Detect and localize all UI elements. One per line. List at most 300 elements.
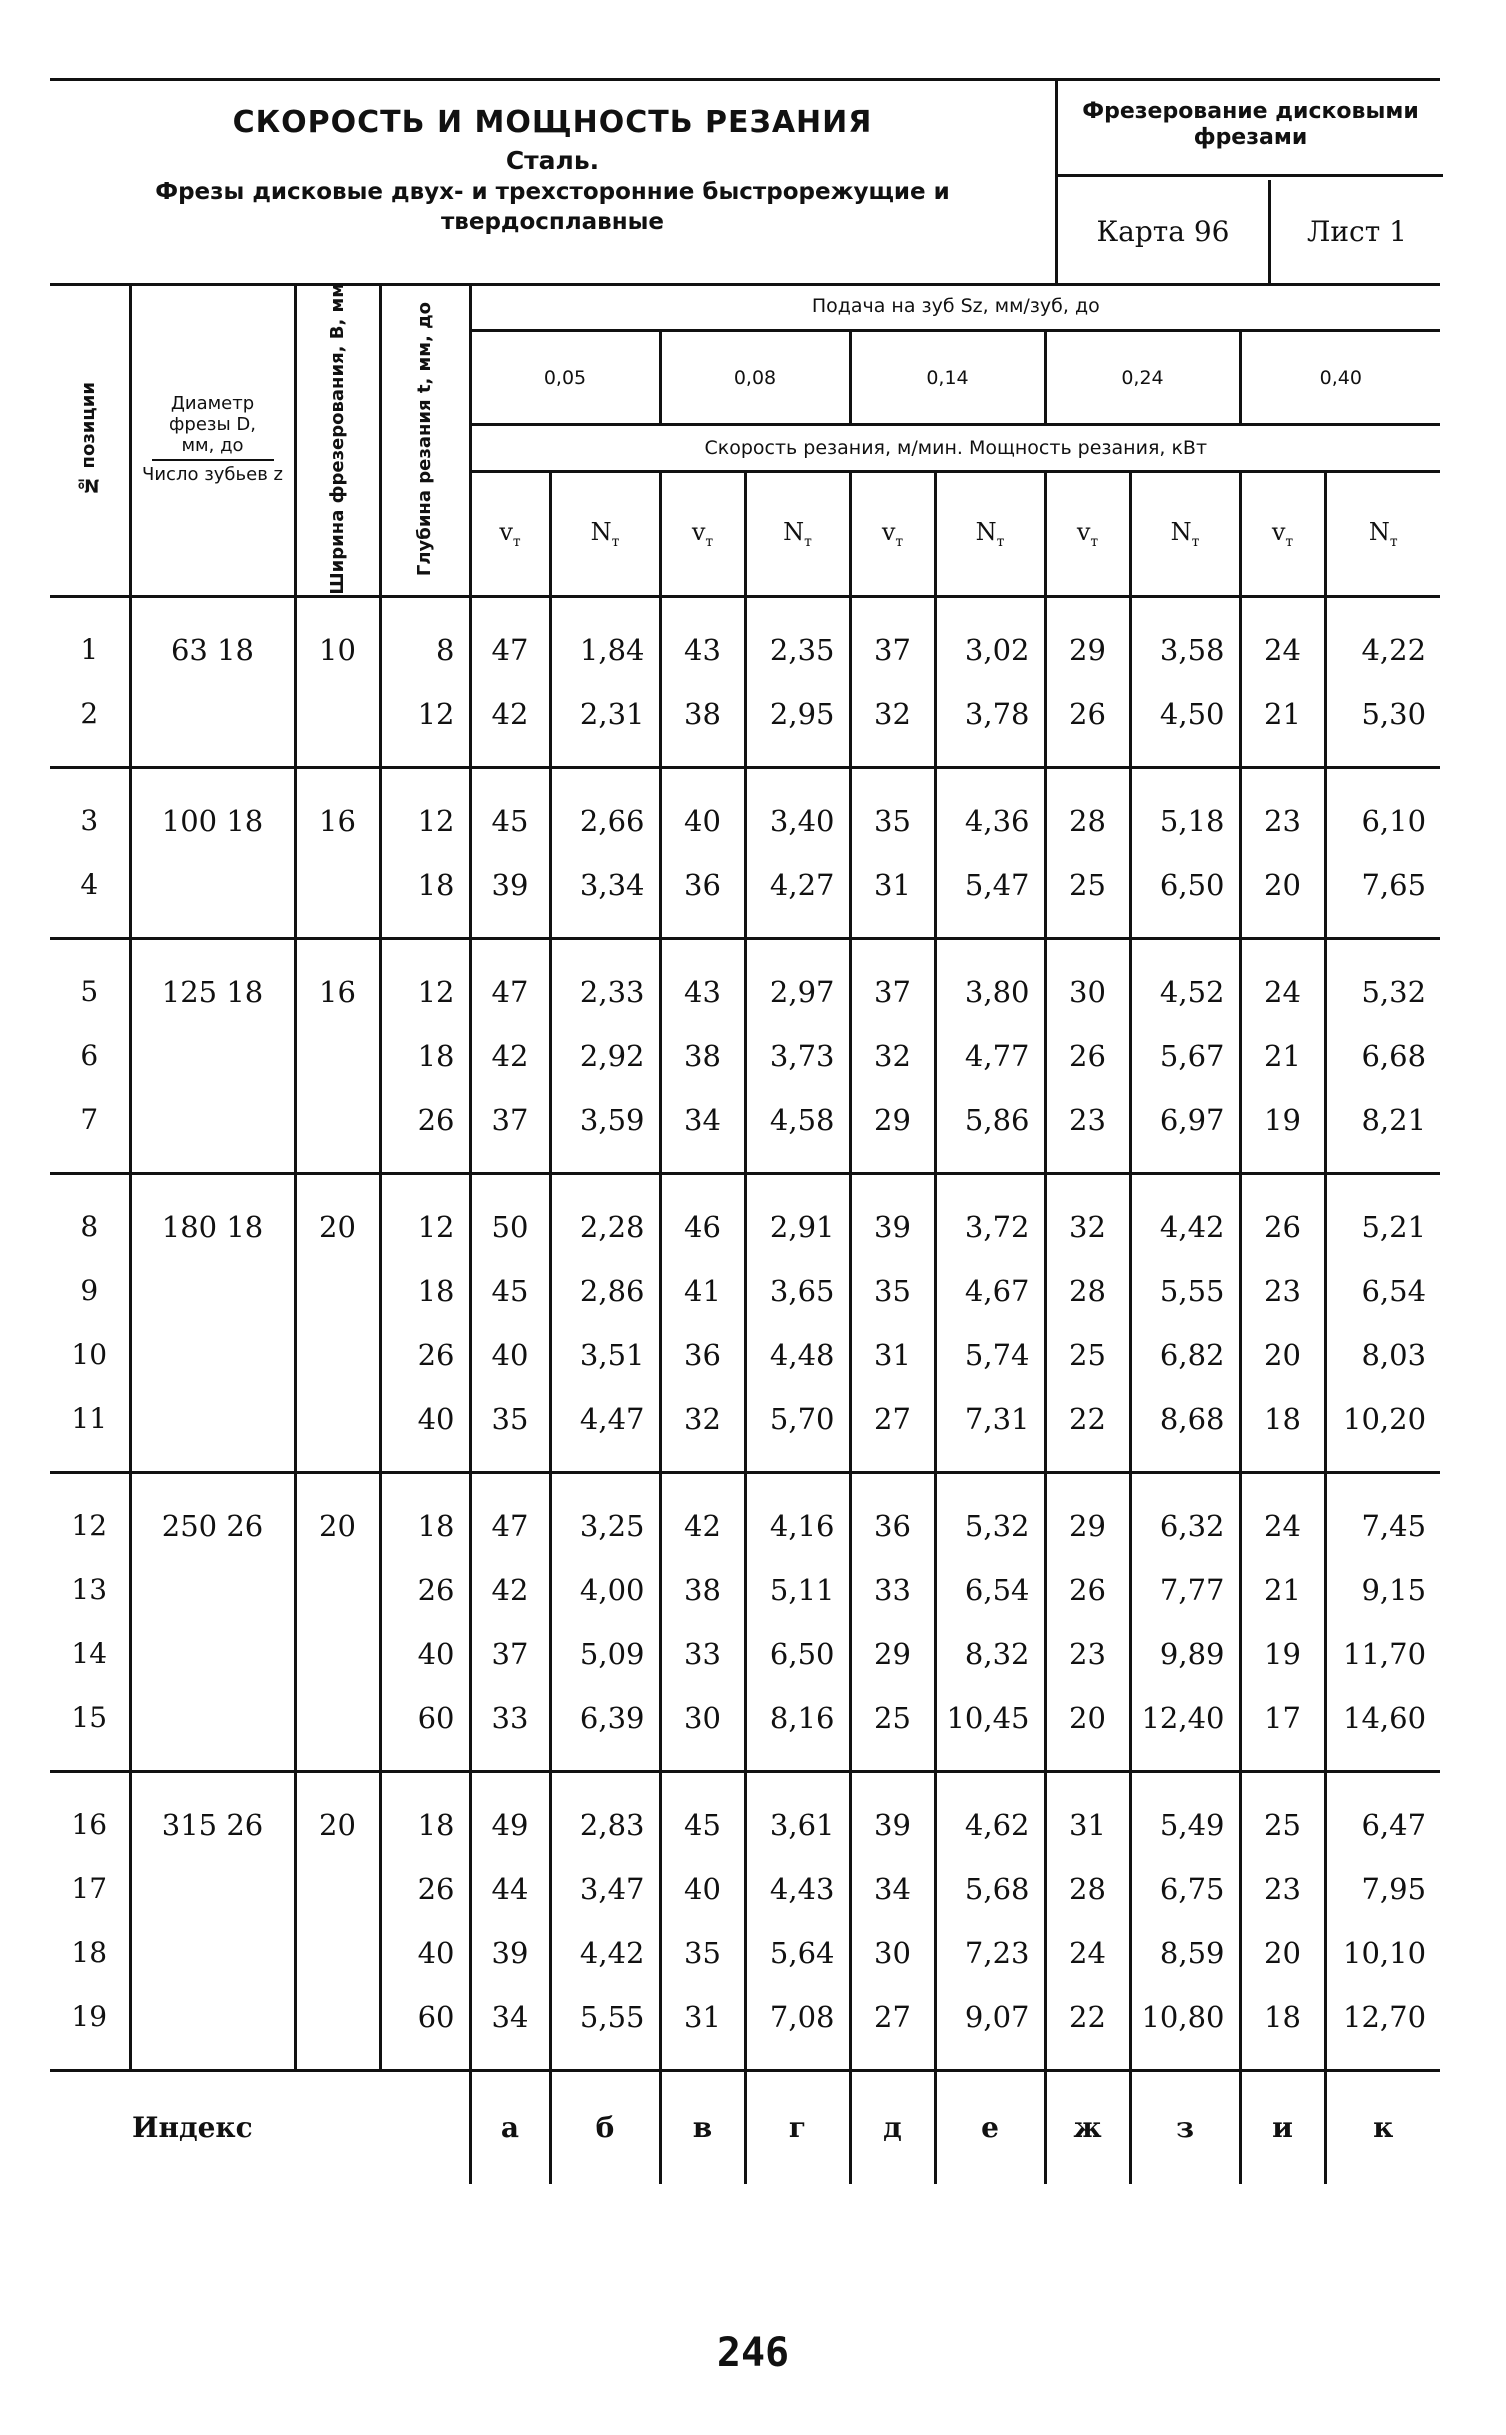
speed-value: 38	[660, 682, 745, 768]
power-value: 2,97	[745, 938, 850, 1024]
power-value: 5,64	[745, 1921, 850, 1985]
depth-cell: 26	[380, 1558, 470, 1622]
width-cell	[295, 1622, 380, 1686]
power-subheader	[935, 472, 1045, 596]
diameter-cell	[130, 1558, 295, 1622]
feed-value: 0,08	[660, 331, 850, 425]
power-value: 4,42	[1130, 1173, 1240, 1259]
index-label: Индекс	[50, 2070, 470, 2184]
power-value: 6,97	[1130, 1088, 1240, 1174]
speed-value: 39	[850, 1771, 935, 1857]
width-cell: 10	[295, 596, 380, 682]
speed-value: 30	[850, 1921, 935, 1985]
power-value: 6,75	[1130, 1857, 1240, 1921]
power-value: 3,78	[935, 682, 1045, 768]
speed-value: 26	[1240, 1173, 1325, 1259]
speed-value: 34	[660, 1088, 745, 1174]
speed-value: 29	[850, 1088, 935, 1174]
index-letter: и	[1240, 2070, 1325, 2184]
position-cell: 17	[50, 1857, 130, 1921]
speed-value: 20	[1240, 1921, 1325, 1985]
speed-subheader	[660, 472, 745, 596]
speed-value: 27	[850, 1985, 935, 2071]
power-value: 3,72	[935, 1173, 1045, 1259]
power-value: 12,70	[1325, 1985, 1440, 2071]
speed-value: 23	[1045, 1622, 1130, 1686]
diameter-cell	[130, 1024, 295, 1088]
speed-value: 23	[1045, 1088, 1130, 1174]
depth-cell: 18	[380, 1472, 470, 1558]
power-value: 5,68	[935, 1857, 1045, 1921]
width-cell: 16	[295, 938, 380, 1024]
speed-value: 36	[850, 1472, 935, 1558]
speed-value: 33	[470, 1686, 550, 1772]
speed-value: 22	[1045, 1985, 1130, 2071]
power-value: 6,50	[745, 1622, 850, 1686]
power-value: 3,73	[745, 1024, 850, 1088]
speed-value: 32	[1045, 1173, 1130, 1259]
power-value: 3,61	[745, 1771, 850, 1857]
diameter-cell	[130, 682, 295, 768]
table-row	[50, 1024, 1440, 1088]
index-letter: к	[1325, 2070, 1440, 2184]
power-value: 2,33	[550, 938, 660, 1024]
position-cell: 4	[50, 853, 130, 939]
depth-cell: 60	[380, 1686, 470, 1772]
speed-value: 33	[660, 1622, 745, 1686]
width-cell: 16	[295, 767, 380, 853]
position-cell: 16	[50, 1771, 130, 1857]
power-value: 8,32	[935, 1622, 1045, 1686]
teeth-value: 26	[226, 1508, 264, 1543]
speed-symbol: v	[881, 517, 896, 546]
position-header-label: № позиции	[78, 381, 100, 496]
table-row	[50, 938, 1440, 1024]
page-number: 246	[716, 2330, 790, 2376]
speed-value: 45	[470, 1259, 550, 1323]
speed-value: 25	[850, 1686, 935, 1772]
width-cell	[295, 1558, 380, 1622]
speed-value: 24	[1240, 938, 1325, 1024]
depth-cell: 40	[380, 1622, 470, 1686]
position-cell: 14	[50, 1622, 130, 1686]
speed-value: 47	[470, 1472, 550, 1558]
speed-value: 42	[470, 1024, 550, 1088]
power-value: 11,70	[1343, 1636, 1427, 1671]
speed-value: 20	[1240, 853, 1325, 939]
depth-cell: 18	[380, 853, 470, 939]
diameter-value: 315	[161, 1807, 218, 1842]
power-value: 6,54	[1361, 1273, 1427, 1308]
index-letter: ж	[1045, 2070, 1130, 2184]
speed-value: 26	[1045, 1024, 1130, 1088]
power-subheader	[1130, 472, 1240, 596]
subscript-t: т	[804, 533, 812, 550]
position-cell: 7	[50, 1088, 130, 1174]
speed-value: 18	[1240, 1985, 1325, 2071]
depth-cell: 18	[380, 1259, 470, 1323]
power-value: 7,95	[1361, 1871, 1427, 1906]
width-cell	[295, 1323, 380, 1387]
diameter-cell	[130, 1857, 295, 1921]
power-value: 4,62	[935, 1771, 1045, 1857]
depth-cell: 8	[380, 596, 470, 682]
speed-value: 50	[470, 1173, 550, 1259]
speed-value: 27	[850, 1387, 935, 1473]
power-symbol: N	[1170, 517, 1192, 546]
width-cell	[295, 682, 380, 768]
power-symbol: N	[590, 517, 612, 546]
power-value: 5,09	[550, 1622, 660, 1686]
index-letter: б	[550, 2070, 660, 2184]
tool-description: Фрезы дисковые двух- и трехсторонние быстрорежущие и твердосплавные	[155, 179, 950, 235]
power-value: 5,70	[745, 1387, 850, 1473]
speed-symbol: v	[1271, 517, 1286, 546]
table-row	[50, 1173, 1440, 1259]
width-cell: 20	[295, 1771, 380, 1857]
subscript-t: т	[895, 533, 904, 550]
table-row	[50, 1259, 1440, 1323]
width-cell	[295, 1387, 380, 1473]
feed-value: 0,40	[1240, 331, 1440, 425]
diameter-value: 250	[161, 1508, 218, 1543]
power-symbol: N	[975, 517, 997, 546]
header-title-block	[50, 81, 1055, 283]
speed-value: 21	[1240, 1024, 1325, 1088]
depth-cell: 26	[380, 1323, 470, 1387]
power-value: 3,02	[935, 596, 1045, 682]
table-row	[50, 1472, 1440, 1558]
subscript-t: т	[1090, 533, 1099, 550]
position-cell: 15	[50, 1686, 130, 1772]
position-cell: 11	[50, 1387, 130, 1473]
diameter-value: 125	[161, 974, 218, 1009]
speed-value: 25	[1045, 853, 1130, 939]
diameter-cell	[130, 767, 295, 853]
power-value: 2,95	[745, 682, 850, 768]
subscript-t: т	[611, 533, 620, 550]
speed-value: 29	[850, 1622, 935, 1686]
material-label: Сталь.	[505, 146, 600, 175]
speed-value: 17	[1240, 1686, 1325, 1772]
power-value: 5,49	[1130, 1771, 1240, 1857]
speed-symbol: v	[499, 517, 513, 546]
table-row	[50, 1921, 1440, 1985]
subscript-t: т	[1389, 533, 1398, 550]
position-cell: 6	[50, 1024, 130, 1088]
table-row	[50, 1323, 1440, 1387]
position-cell: 18	[50, 1921, 130, 1985]
width-cell: 20	[295, 1173, 380, 1259]
power-value: 4,43	[745, 1857, 850, 1921]
power-value: 6,32	[1130, 1472, 1240, 1558]
speed-value: 44	[470, 1857, 550, 1921]
teeth-value: 18	[217, 632, 255, 667]
diameter-cell	[130, 1173, 295, 1259]
table-row	[50, 1686, 1440, 1772]
speed-value: 29	[1045, 596, 1130, 682]
speed-value: 25	[1045, 1323, 1130, 1387]
speed-value: 36	[660, 1323, 745, 1387]
page-title: СКОРОСТЬ И МОЩНОСТЬ РЕЗАНИЯ	[232, 105, 873, 140]
power-value: 8,21	[1325, 1088, 1440, 1174]
speed-value: 45	[660, 1771, 745, 1857]
depth-cell: 40	[380, 1921, 470, 1985]
power-value: 8,16	[745, 1686, 850, 1772]
power-value: 6,39	[550, 1686, 660, 1772]
power-value: 14,60	[1325, 1686, 1440, 1772]
speed-value: 32	[850, 682, 935, 768]
width-cell	[295, 853, 380, 939]
subscript-t: т	[512, 533, 521, 550]
feed-header: Подача на зуб Sz, мм/зуб, до	[470, 283, 1440, 331]
width-cell	[295, 1686, 380, 1772]
power-value: 5,11	[745, 1558, 850, 1622]
speed-value: 23	[1240, 1259, 1325, 1323]
width-column-header	[295, 283, 380, 596]
power-value: 2,86	[550, 1259, 660, 1323]
speed-value: 19	[1240, 1622, 1325, 1686]
width-cell	[295, 1921, 380, 1985]
power-value: 4,00	[550, 1558, 660, 1622]
feed-value: 0,14	[850, 331, 1045, 425]
power-value: 4,58	[745, 1088, 850, 1174]
power-value: 9,07	[935, 1985, 1045, 2071]
depth-cell: 26	[380, 1088, 470, 1174]
speed-value: 40	[660, 767, 745, 853]
power-value: 6,68	[1361, 1038, 1427, 1073]
operation-label: Фрезерование дисковыми фрезами	[1058, 81, 1443, 177]
depth-cell: 26	[380, 1857, 470, 1921]
speed-value: 32	[660, 1387, 745, 1473]
depth-cell: 60	[380, 1985, 470, 2071]
power-value: 2,35	[745, 596, 850, 682]
power-value: 7,77	[1130, 1558, 1240, 1622]
speed-value: 30	[660, 1686, 745, 1772]
diameter-cell	[130, 1088, 295, 1174]
speed-value: 39	[850, 1173, 935, 1259]
teeth-value: 26	[226, 1807, 264, 1842]
diameter-cell	[130, 1387, 295, 1473]
speed-value: 37	[850, 938, 935, 1024]
speed-value: 37	[850, 596, 935, 682]
subscript-t: т	[1285, 533, 1294, 550]
power-subheader	[550, 472, 660, 596]
power-value: 4,48	[745, 1323, 850, 1387]
speed-symbol: v	[691, 517, 706, 546]
speed-value: 40	[470, 1323, 550, 1387]
speed-value: 31	[660, 1985, 745, 2071]
power-value: 10,10	[1343, 1935, 1427, 1970]
width-header-label: Ширина фрезерования, B, мм	[326, 283, 348, 595]
speed-value: 42	[470, 1558, 550, 1622]
width-cell	[295, 1088, 380, 1174]
depth-header-label: Глубина резания t, мм, до	[414, 301, 435, 576]
position-cell: 19	[50, 1985, 130, 2071]
speed-value: 21	[1240, 682, 1325, 768]
speed-value: 23	[1240, 767, 1325, 853]
speed-value: 38	[660, 1024, 745, 1088]
speed-value: 28	[1045, 1857, 1130, 1921]
power-value: 2,31	[550, 682, 660, 768]
speed-subheader	[1240, 472, 1325, 596]
depth-cell: 12	[380, 682, 470, 768]
speed-value: 45	[470, 767, 550, 853]
subscript-t: т	[1191, 533, 1200, 550]
diameter-cell	[130, 596, 295, 682]
table-row	[50, 682, 1440, 768]
power-symbol: N	[783, 517, 805, 546]
speed-value: 20	[1045, 1686, 1130, 1772]
position-cell: 9	[50, 1259, 130, 1323]
speed-subheader	[1045, 472, 1130, 596]
power-value: 10,45	[935, 1686, 1045, 1772]
width-cell	[295, 1259, 380, 1323]
speed-value: 40	[660, 1857, 745, 1921]
diameter-cell	[130, 853, 295, 939]
speed-value: 28	[1045, 767, 1130, 853]
index-letter: з	[1130, 2070, 1240, 2184]
speed-value: 31	[850, 853, 935, 939]
table-row	[50, 853, 1440, 939]
teeth-label: Число зубьев z	[142, 463, 283, 485]
power-value: 3,59	[550, 1088, 660, 1174]
speed-value: 35	[660, 1921, 745, 1985]
depth-column-header	[380, 283, 470, 596]
speed-value: 24	[1240, 596, 1325, 682]
diameter-label: Диаметр фрезы D, мм, до	[152, 393, 274, 461]
table-row	[50, 1857, 1440, 1921]
speed-subheader	[470, 472, 550, 596]
speed-value: 32	[850, 1024, 935, 1088]
speed-power-header: Скорость резания, м/мин. Мощность резания, кВт	[470, 424, 1440, 471]
power-value: 6,50	[1130, 853, 1240, 939]
cutting-data-table	[50, 283, 1440, 2184]
width-cell	[295, 1024, 380, 1088]
power-value: 5,30	[1325, 682, 1440, 768]
table-row	[50, 767, 1440, 853]
power-subheader	[1325, 472, 1440, 596]
power-value: 3,25	[550, 1472, 660, 1558]
power-value: 7,31	[935, 1387, 1045, 1473]
index-letter: д	[850, 2070, 935, 2184]
power-value: 5,55	[550, 1985, 660, 2071]
speed-value: 19	[1240, 1088, 1325, 1174]
speed-value: 31	[850, 1323, 935, 1387]
speed-value: 23	[1240, 1857, 1325, 1921]
speed-value: 35	[850, 1259, 935, 1323]
speed-value: 21	[1240, 1558, 1325, 1622]
power-symbol: N	[1368, 517, 1390, 546]
width-cell	[295, 1985, 380, 2071]
power-value: 7,23	[935, 1921, 1045, 1985]
power-value: 6,47	[1361, 1807, 1427, 1842]
position-cell: 8	[50, 1173, 130, 1259]
speed-value: 30	[1045, 938, 1130, 1024]
sheet-number: Лист 1	[1307, 215, 1407, 248]
depth-cell: 12	[380, 767, 470, 853]
power-value: 10,20	[1325, 1387, 1440, 1473]
index-letter: е	[935, 2070, 1045, 2184]
speed-symbol: v	[1076, 517, 1091, 546]
feed-value: 0,24	[1045, 331, 1240, 425]
speed-value: 43	[660, 596, 745, 682]
speed-value: 24	[1045, 1921, 1130, 1985]
depth-cell: 18	[380, 1024, 470, 1088]
speed-value: 43	[660, 938, 745, 1024]
speed-value: 37	[470, 1088, 550, 1174]
power-value: 3,58	[1130, 596, 1240, 682]
position-column-header	[50, 283, 130, 596]
position-cell: 1	[50, 596, 130, 682]
speed-value: 36	[660, 853, 745, 939]
diameter-cell	[130, 938, 295, 1024]
diameter-cell	[130, 1771, 295, 1857]
power-value: 4,47	[550, 1387, 660, 1473]
power-value: 5,18	[1130, 767, 1240, 853]
power-value: 4,16	[745, 1472, 850, 1558]
power-value: 5,67	[1130, 1024, 1240, 1088]
power-value: 9,15	[1361, 1572, 1427, 1607]
speed-value: 29	[1045, 1472, 1130, 1558]
speed-value: 18	[1240, 1387, 1325, 1473]
speed-value: 26	[1045, 682, 1130, 768]
table-row	[50, 1558, 1440, 1622]
speed-value: 34	[470, 1985, 550, 2071]
subscript-t: т	[705, 533, 714, 550]
power-value: 6,10	[1361, 803, 1427, 838]
power-value: 4,77	[935, 1024, 1045, 1088]
width-cell	[295, 1857, 380, 1921]
position-cell: 2	[50, 682, 130, 768]
power-subheader	[745, 472, 850, 596]
speed-value: 41	[660, 1259, 745, 1323]
position-cell: 10	[50, 1323, 130, 1387]
speed-value: 25	[1240, 1771, 1325, 1857]
position-cell: 12	[50, 1472, 130, 1558]
depth-cell: 12	[380, 938, 470, 1024]
power-value: 4,22	[1361, 632, 1427, 667]
diameter-value: 180	[161, 1209, 218, 1244]
speed-value: 22	[1045, 1387, 1130, 1473]
depth-cell: 18	[380, 1771, 470, 1857]
power-value: 4,67	[935, 1259, 1045, 1323]
depth-cell: 40	[380, 1387, 470, 1473]
power-value: 5,32	[935, 1472, 1045, 1558]
power-value: 4,36	[935, 767, 1045, 853]
power-value: 8,03	[1361, 1337, 1427, 1372]
power-value: 6,54	[935, 1558, 1045, 1622]
diameter-cell	[130, 1472, 295, 1558]
power-value: 5,55	[1130, 1259, 1240, 1323]
power-value: 2,28	[550, 1173, 660, 1259]
table-row	[50, 1088, 1440, 1174]
power-value: 3,40	[745, 767, 850, 853]
speed-value: 24	[1240, 1472, 1325, 1558]
card-header	[50, 78, 1440, 286]
speed-value: 28	[1045, 1259, 1130, 1323]
speed-value: 26	[1045, 1558, 1130, 1622]
teeth-value: 18	[226, 803, 264, 838]
power-value: 5,47	[935, 853, 1045, 939]
diameter-cell	[130, 1259, 295, 1323]
feed-value: 0,05	[470, 331, 660, 425]
teeth-value: 18	[226, 974, 264, 1009]
speed-subheader	[850, 472, 935, 596]
position-cell: 5	[50, 938, 130, 1024]
speed-value: 20	[1240, 1323, 1325, 1387]
index-letter: г	[745, 2070, 850, 2184]
